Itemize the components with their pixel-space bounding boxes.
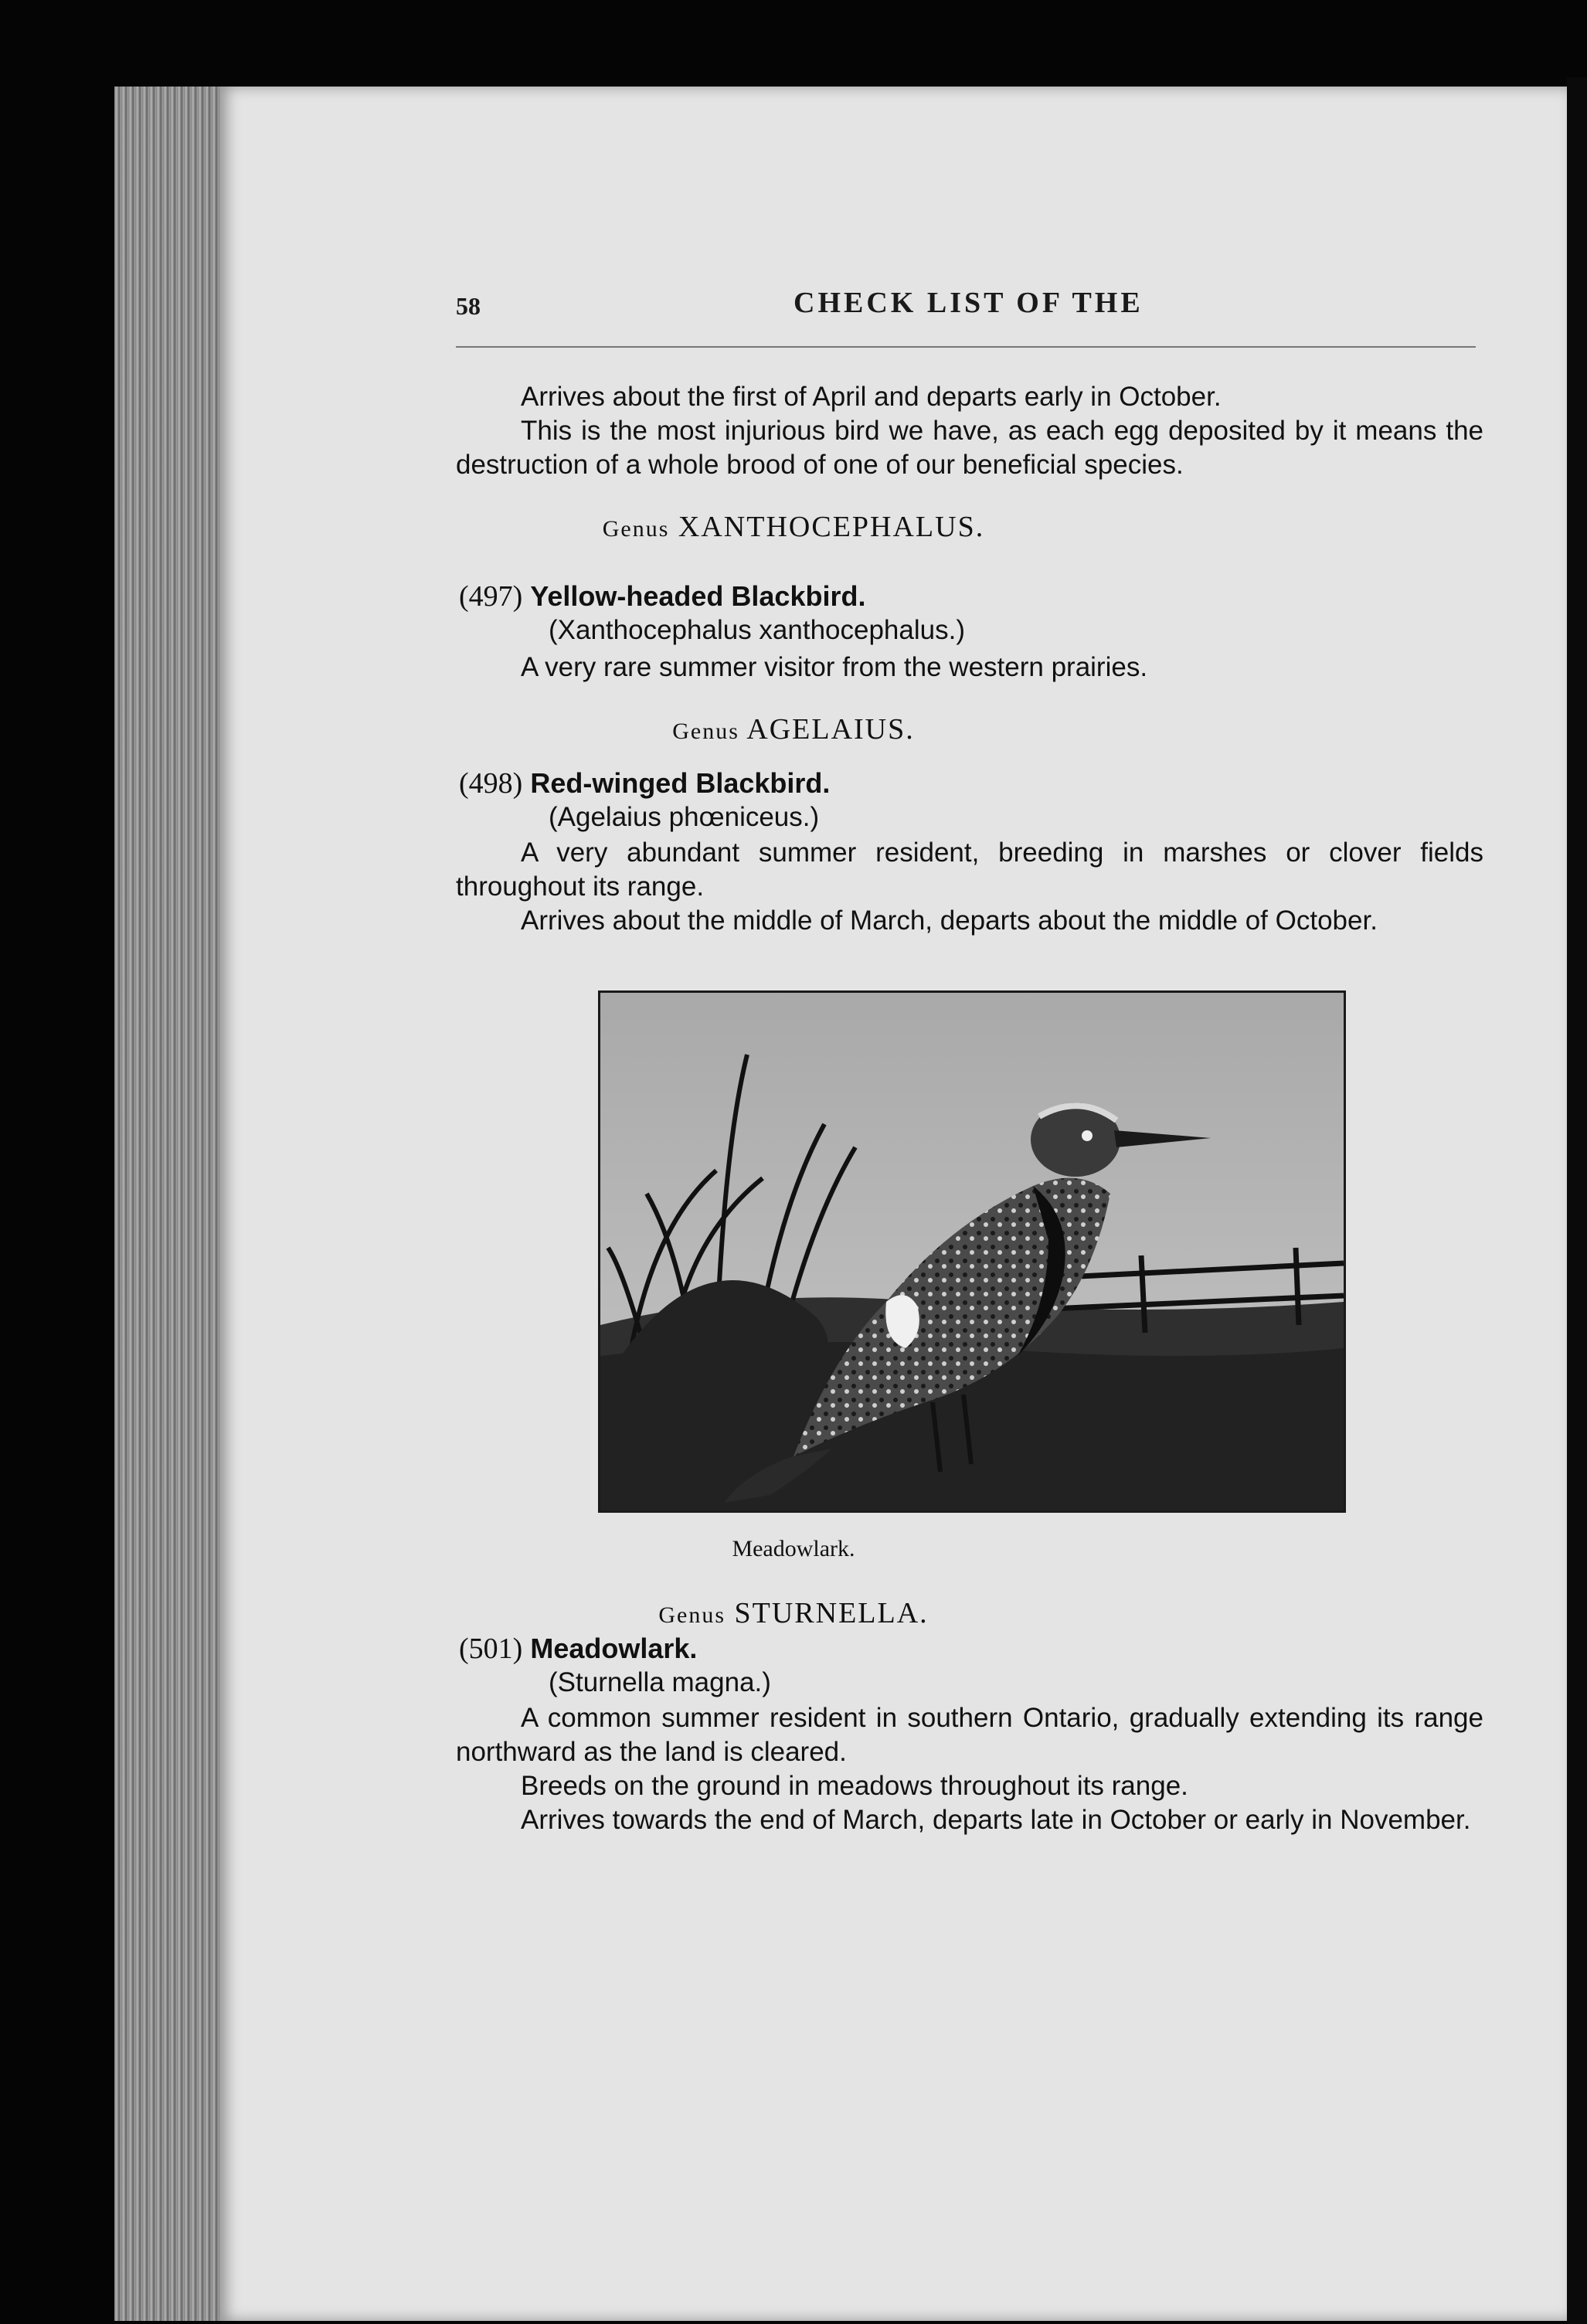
genus-prefix: Genus (658, 1602, 726, 1628)
page-header (456, 286, 1476, 324)
species-paragraph: A very abundant summer resident, breeding in marshes or clover fields throughout its range. (456, 838, 1483, 902)
species-paragraph: A very rare summer visitor from the western prairies. (521, 652, 1148, 682)
species-paragraph: Arrives towards the end of March, departs late in October or early in November. (521, 1805, 1471, 1835)
genus-prefix: Genus (602, 516, 670, 542)
genus-prefix: Genus (672, 719, 739, 744)
book-page-edge (114, 87, 230, 2321)
scan-border (1567, 77, 1587, 2324)
species-number: (498) (459, 767, 523, 800)
running-head: CHECK LIST OF THE (794, 287, 1144, 319)
species-scientific-name: (Sturnella magna.) (549, 1667, 771, 1697)
species-scientific-name: (Xanthocephalus xanthocephalus.) (549, 615, 965, 645)
species-heading (459, 766, 830, 800)
intro-paragraph-2: This is the most injurious bird we have, as each egg deposited by it means the destruction of a whole brood of one of our beneficial species. (456, 416, 1483, 480)
species-paragraph: Breeds on the ground in meadows throughout its range. (521, 1771, 1188, 1801)
meadowlark-drawing (600, 993, 1344, 1510)
header-rule (456, 346, 1476, 348)
species-common-name: Red-winged Blackbird. (530, 767, 831, 799)
species-paragraph: A common summer resident in southern Ontario, gradually extending its range northward as the land is cleared. (456, 1703, 1483, 1767)
species-paragraph: Arrives about the middle of March, departs about the middle of October. (521, 905, 1378, 936)
meadowlark-illustration (598, 990, 1346, 1513)
species-scientific-name: (Agelaius phœniceus.) (549, 802, 820, 832)
genus-name: STURNELLA. (734, 1597, 929, 1629)
species-number: (501) (459, 1633, 523, 1665)
intro-paragraph-1: Arrives about the first of April and departs early in October. (521, 382, 1222, 412)
genus-heading (0, 712, 1587, 746)
species-heading (459, 579, 865, 613)
genus-heading (0, 1596, 1587, 1630)
species-heading (459, 1632, 697, 1666)
species-common-name: Meadowlark. (530, 1633, 698, 1664)
page-number: 58 (456, 292, 481, 320)
species-number: (497) (459, 580, 523, 613)
genus-heading (0, 510, 1587, 544)
genus-name: XANTHOCEPHALUS. (678, 511, 985, 543)
species-common-name: Yellow-headed Blackbird. (530, 580, 866, 612)
genus-name: AGELAIUS. (746, 713, 915, 746)
figure-caption: Meadowlark. (732, 1536, 855, 1561)
